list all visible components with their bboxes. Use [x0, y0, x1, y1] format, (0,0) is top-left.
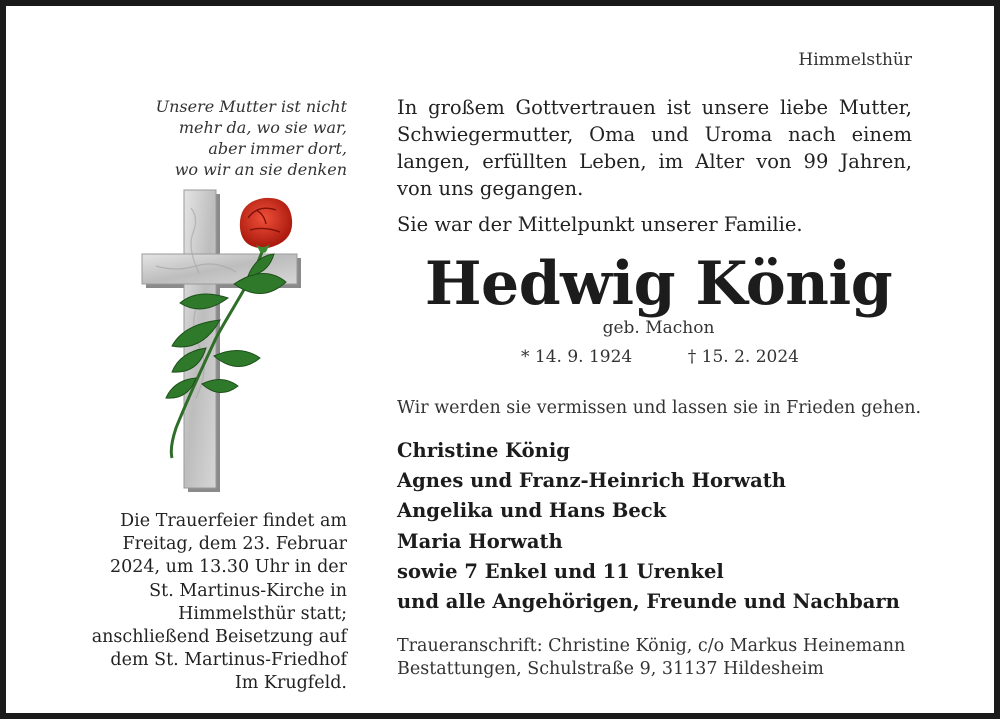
- intro-paragraph: In großem Gottvertrauen ist unsere liebe Mutter, Schwiegermutter, Oma und Uroma nach einem langen, erfüllten Leben, im Alter von 99 Jahren, von uns gegangen.: [397, 96, 912, 200]
- life-dates: [521, 347, 811, 367]
- deceased-name: Hedwig König: [424, 249, 893, 319]
- rose-bloom: [240, 198, 292, 253]
- funeral-service-info: [86, 510, 347, 696]
- condolence-address: [397, 635, 912, 681]
- maiden-name: geb. Machon: [602, 318, 715, 338]
- service-line: dem St. Martinus-Friedhof: [110, 650, 347, 671]
- birth-date: * 14. 9. 1924: [521, 347, 633, 367]
- mourner-entry: und alle Angehörigen, Freunde und Nachbarn: [397, 590, 900, 614]
- service-line: Himmelsthür statt;: [178, 603, 347, 624]
- obituary-card: [6, 6, 994, 713]
- memorial-quote: [106, 96, 347, 180]
- farewell-line: Wir werden sie vermissen und lassen sie in Frieden gehen.: [397, 398, 922, 418]
- cross-with-rose-image: [136, 188, 306, 496]
- service-line: Freitag, dem 23. Februar: [122, 534, 347, 555]
- address-line: Bestattungen, Schulstraße 9, 31137 Hildesheim: [397, 659, 824, 679]
- service-line: Die Trauerfeier findet am: [120, 511, 347, 531]
- service-line: St. Martinus-Kirche in: [149, 580, 347, 601]
- address-line: Traueranschrift: Christine König, c/o Markus Heinemann: [397, 636, 906, 656]
- quote-line: wo wir an sie denken: [174, 160, 347, 179]
- mourner-entry: Christine König: [397, 439, 570, 462]
- quote-line: mehr da, wo sie war,: [178, 118, 347, 137]
- place-name: Himmelsthür: [798, 50, 912, 70]
- death-date: † 15. 2. 2024: [687, 347, 799, 367]
- intro-text: [397, 94, 912, 238]
- mourner-entry: Agnes und Franz-Heinrich Horwath: [397, 469, 786, 493]
- mourner-entry: Angelika und Hans Beck: [397, 499, 667, 523]
- mourners-list: [397, 436, 900, 617]
- mourner-entry: sowie 7 Enkel und 11 Urenkel: [397, 559, 724, 583]
- mourner-entry: Maria Horwath: [397, 529, 563, 553]
- intro-line: Sie war der Mittelpunkt unserer Familie.: [397, 213, 803, 236]
- service-line: anschließend Beisetzung auf: [91, 627, 347, 648]
- service-line: 2024, um 13.30 Uhr in der: [109, 557, 347, 578]
- quote-line: aber immer dort,: [208, 139, 347, 158]
- service-line: Im Krugfeld.: [234, 673, 347, 694]
- quote-line: Unsere Mutter ist nicht: [155, 97, 347, 116]
